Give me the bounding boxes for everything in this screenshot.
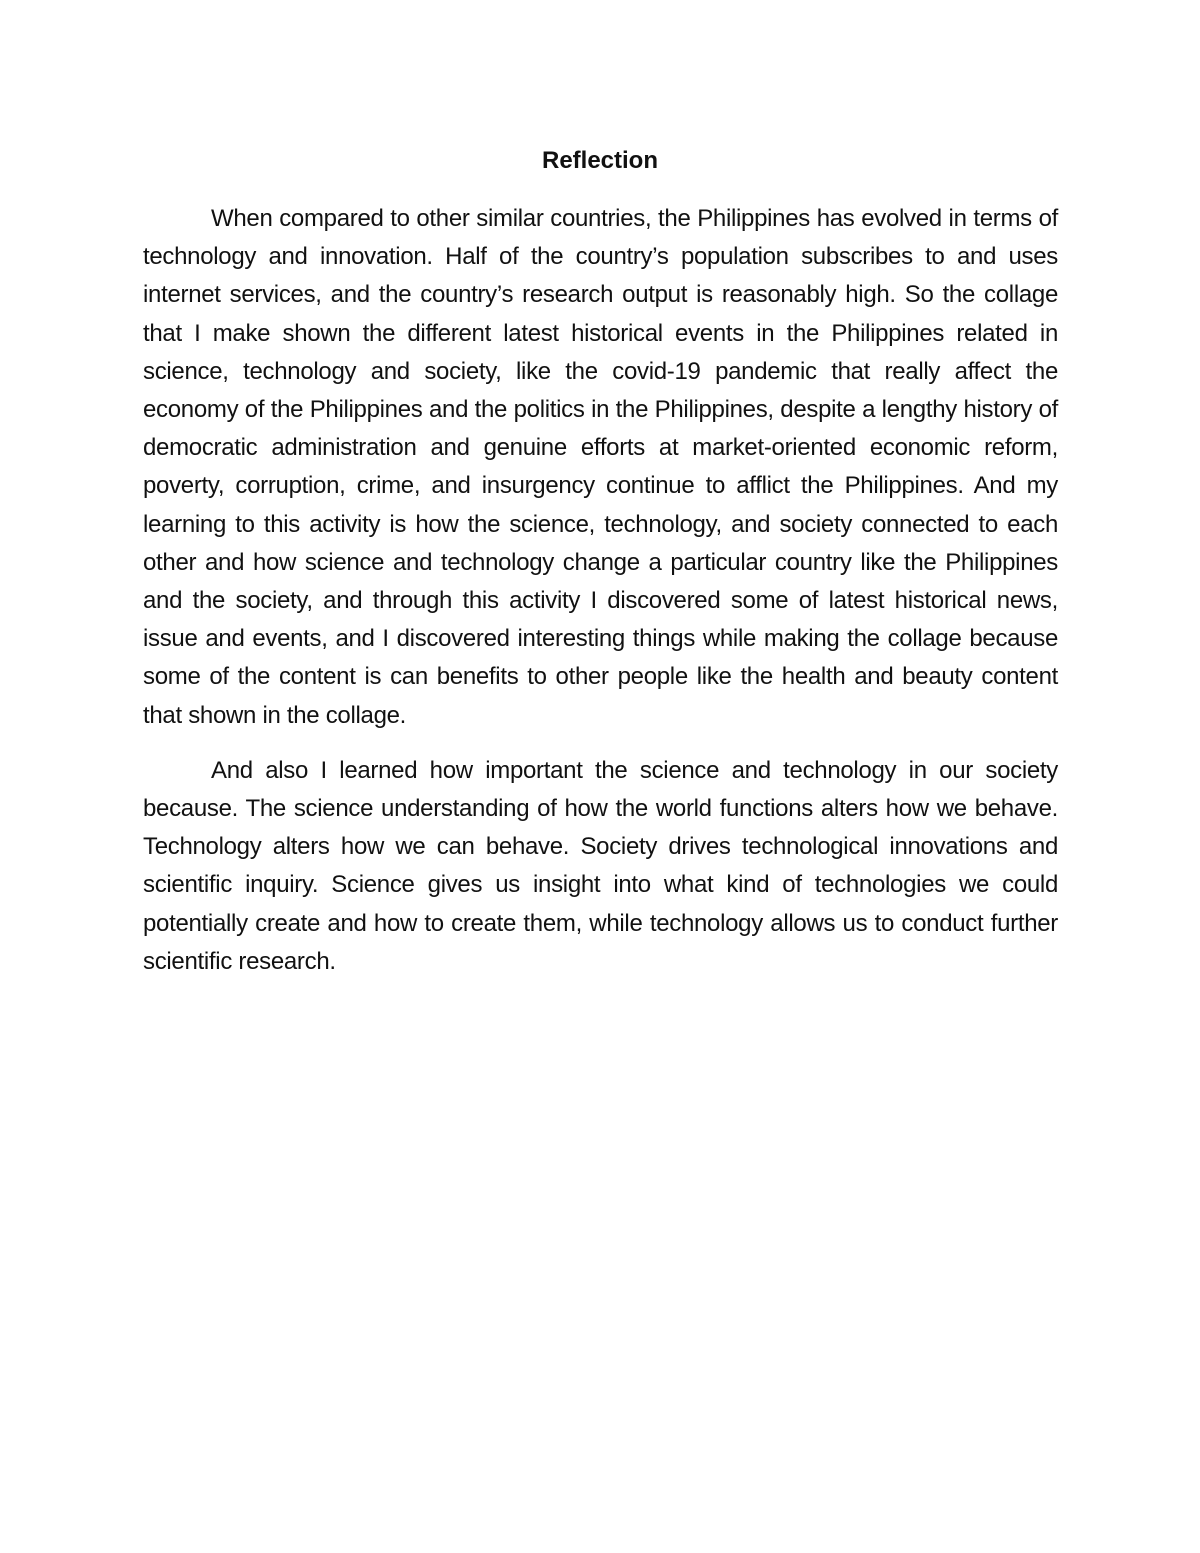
paragraph-1: When compared to other similar countries, the Philippines has evolved in terms of technology and innovation. Half of the country’s population subscribes to and uses internet services, and the country’s research output is reasonably high. So the collage that I make shown the different latest historical events in the Philippines related in science, technology and society, like the covid-19 pandemic that really affect the economy of the Philippines and the politics in the Philippines, despite a lengthy history of democratic administration and genuine efforts at market-oriented economic reform, poverty, corruption, crime, and insurgency continue to afflict the Philippines. And my learning to this activity is how the science, technology, and society connected to each other and how science and technology change a particular country like the Philippines and the society, and through this activity I discovered some of latest historical news, issue and events, and I discovered interesting things while making the collage because some of the content is can benefits to other people like the health and beauty content that shown in the collage. <box>143 205 1058 729</box>
document-body <box>143 200 1058 981</box>
document-title: Reflection <box>541 147 658 174</box>
paragraph-2: And also I learned how important the science and technology in our society because. The science understanding of how the world functions alters how we behave. Technology alters how we can behave. Society drives technological innovations and scientific inquiry. Science gives us insight into what kind of technologies we could potentially create and how to create them, while technology allows us to conduct further scientific research. <box>143 756 1058 975</box>
